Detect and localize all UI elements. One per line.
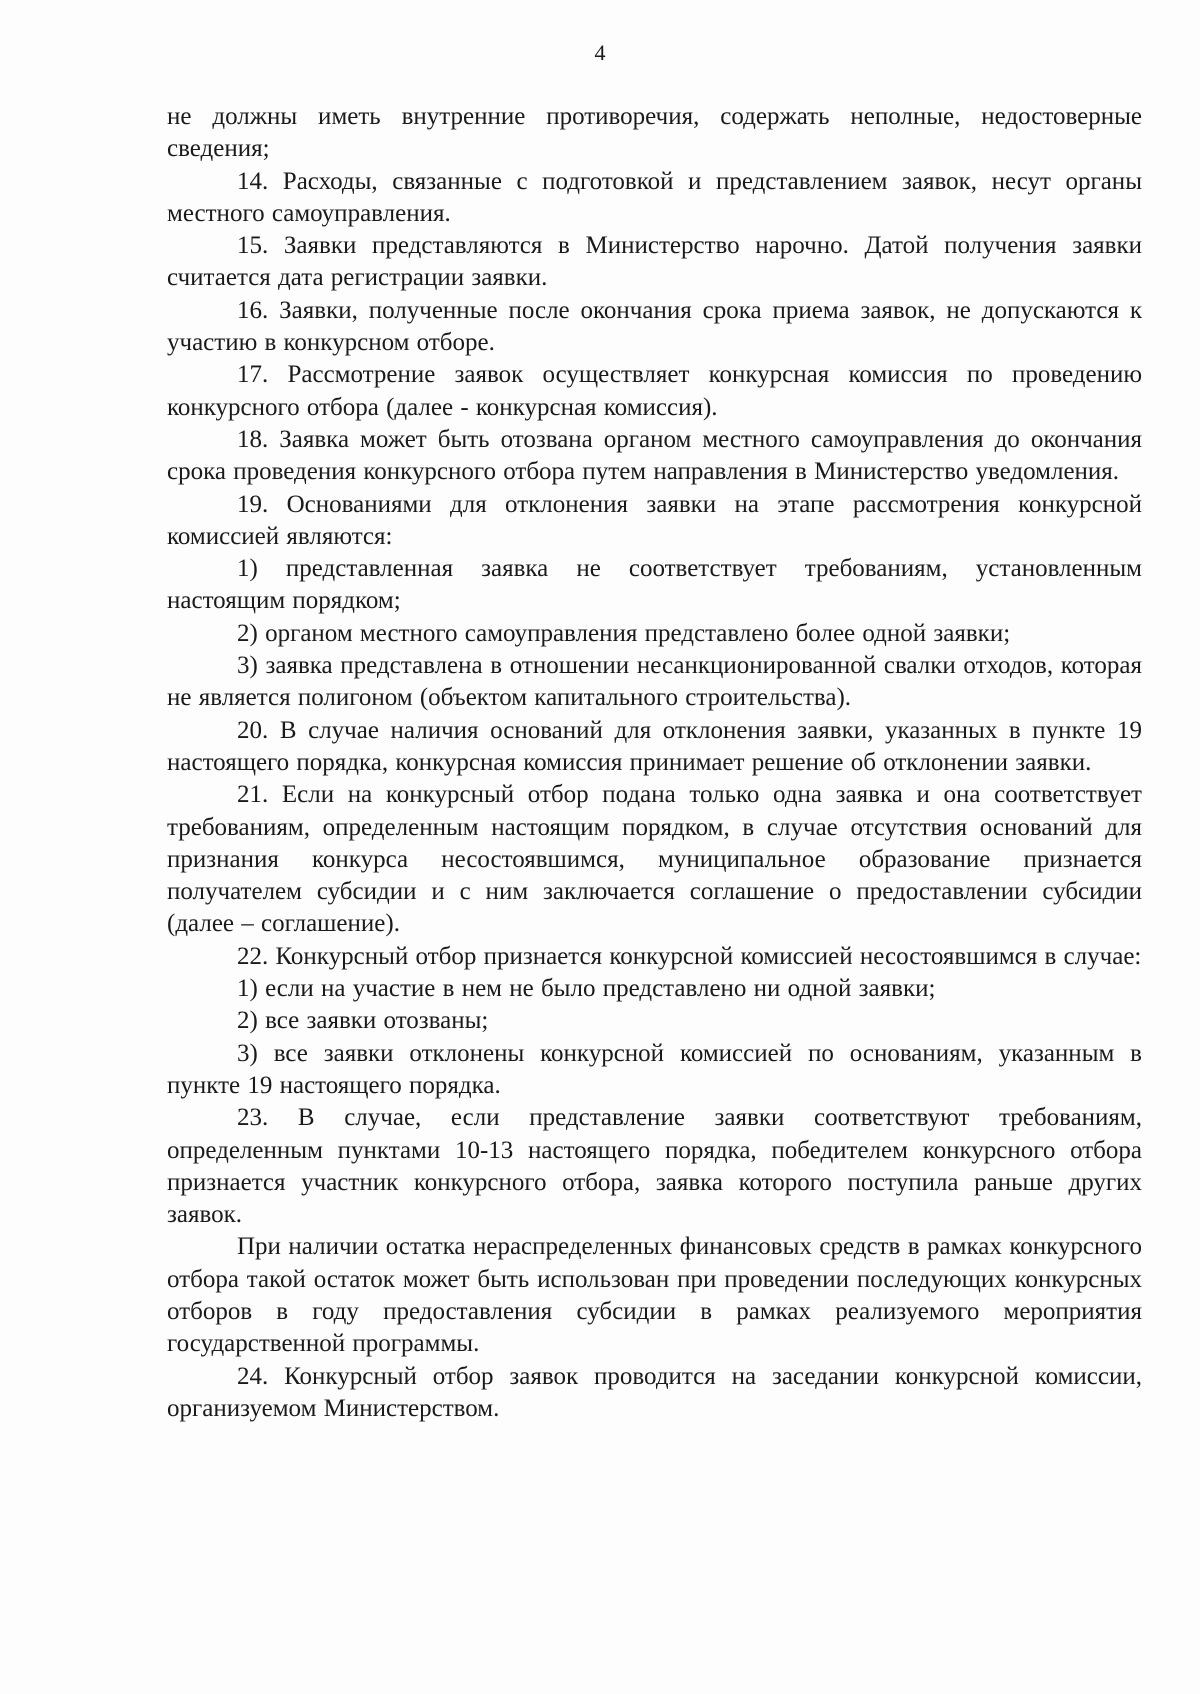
document-body	[167, 101, 1142, 1425]
paragraph-item-16: 16. Заявки, полученные после окончания срока приема заявок, не допускаются к участию в конкурсном отборе.	[167, 296, 1142, 357]
paragraph-subitem-22-1: 1) если на участие в нем не было представлено ни одной заявки;	[237, 975, 936, 1003]
paragraph-item-14: 14. Расходы, связанные с подготовкой и представлением заявок, несут органы местного самоуправления.	[167, 167, 1142, 227]
paragraph-item-21: 21. Если на конкурсный отбор подана только одна заявка и она соответствует требованиям, определенным настоящим порядком, в случае отсутствия оснований для признания конкурса несостоявшимся, муниципальное образование признается получателем субсидии и с ним заключается соглашение о предоставлении субсидии (далее – соглашение).	[167, 781, 1142, 938]
paragraph-continuation: не должны иметь внутренние противоречия, содержать неполные, недостоверные сведения;	[167, 103, 1142, 163]
paragraph-item-18: 18. Заявка может быть отозвана органом местного самоуправления до окончания срока проведения конкурсного отбора путем направления в Министерство уведомления.	[167, 425, 1142, 486]
page-number: 4	[594, 40, 606, 65]
paragraph-item-17: 17. Рассмотрение заявок осуществляет конкурсная комиссия по проведению конкурсного отбора (далее - конкурсная комиссия).	[167, 361, 1142, 421]
paragraph-item-20: 20. В случае наличия оснований для отклонения заявки, указанных в пункте 19 настоящего порядка, конкурсная комиссия принимает решение об отклонении заявки.	[167, 716, 1142, 776]
paragraph-subitem-19-3: 3) заявка представлена в отношении несанкционированной свалки отходов, которая не является полигоном (объектом капитального строительства).	[167, 652, 1142, 712]
paragraph-subitem-19-1: 1) представленная заявка не соответствует требованиям, установленным настоящим порядком;	[167, 555, 1142, 615]
paragraph-item-19: 19. Основаниями для отклонения заявки на этапе рассмотрения конкурсной комиссией являются:	[167, 490, 1142, 550]
paragraph-subitem-22-3: 3) все заявки отклонены конкурсной комиссией по основаниям, указанным в пункте 19 настоящего порядка.	[167, 1039, 1142, 1099]
paragraph-item-23: 23. В случае, если представление заявки соответствуют требованиям, определенным пунктами 10-13 настоящего порядка, победителем конкурсного отбора признается участник конкурсного отбора, заявка которого поступила раньше других заявок.	[167, 1104, 1142, 1229]
paragraph-subitem-19-2: 2) органом местного самоуправления представлено более одной заявки;	[237, 619, 1011, 647]
paragraph-item-23-continued: При наличии остатка нераспределенных финансовых средств в рамках конкурсного отбора такой остаток может быть использован при проведении последующих конкурсных отборов в году предоставления субсидии в рамках реализуемого мероприятия государственной программы.	[167, 1233, 1142, 1358]
paragraph-item-24: 24. Конкурсный отбор заявок проводится на заседании конкурсной комиссии, организуемом Министерством.	[167, 1362, 1142, 1422]
paragraph-item-15: 15. Заявки представляются в Министерство нарочно. Датой получения заявки считается дата регистрации заявки.	[167, 232, 1142, 292]
paragraph-subitem-22-2: 2) все заявки отозваны;	[237, 1007, 489, 1035]
paragraph-item-22: 22. Конкурсный отбор признается конкурсной комиссией несостоявшимся в случае:	[237, 942, 1142, 970]
